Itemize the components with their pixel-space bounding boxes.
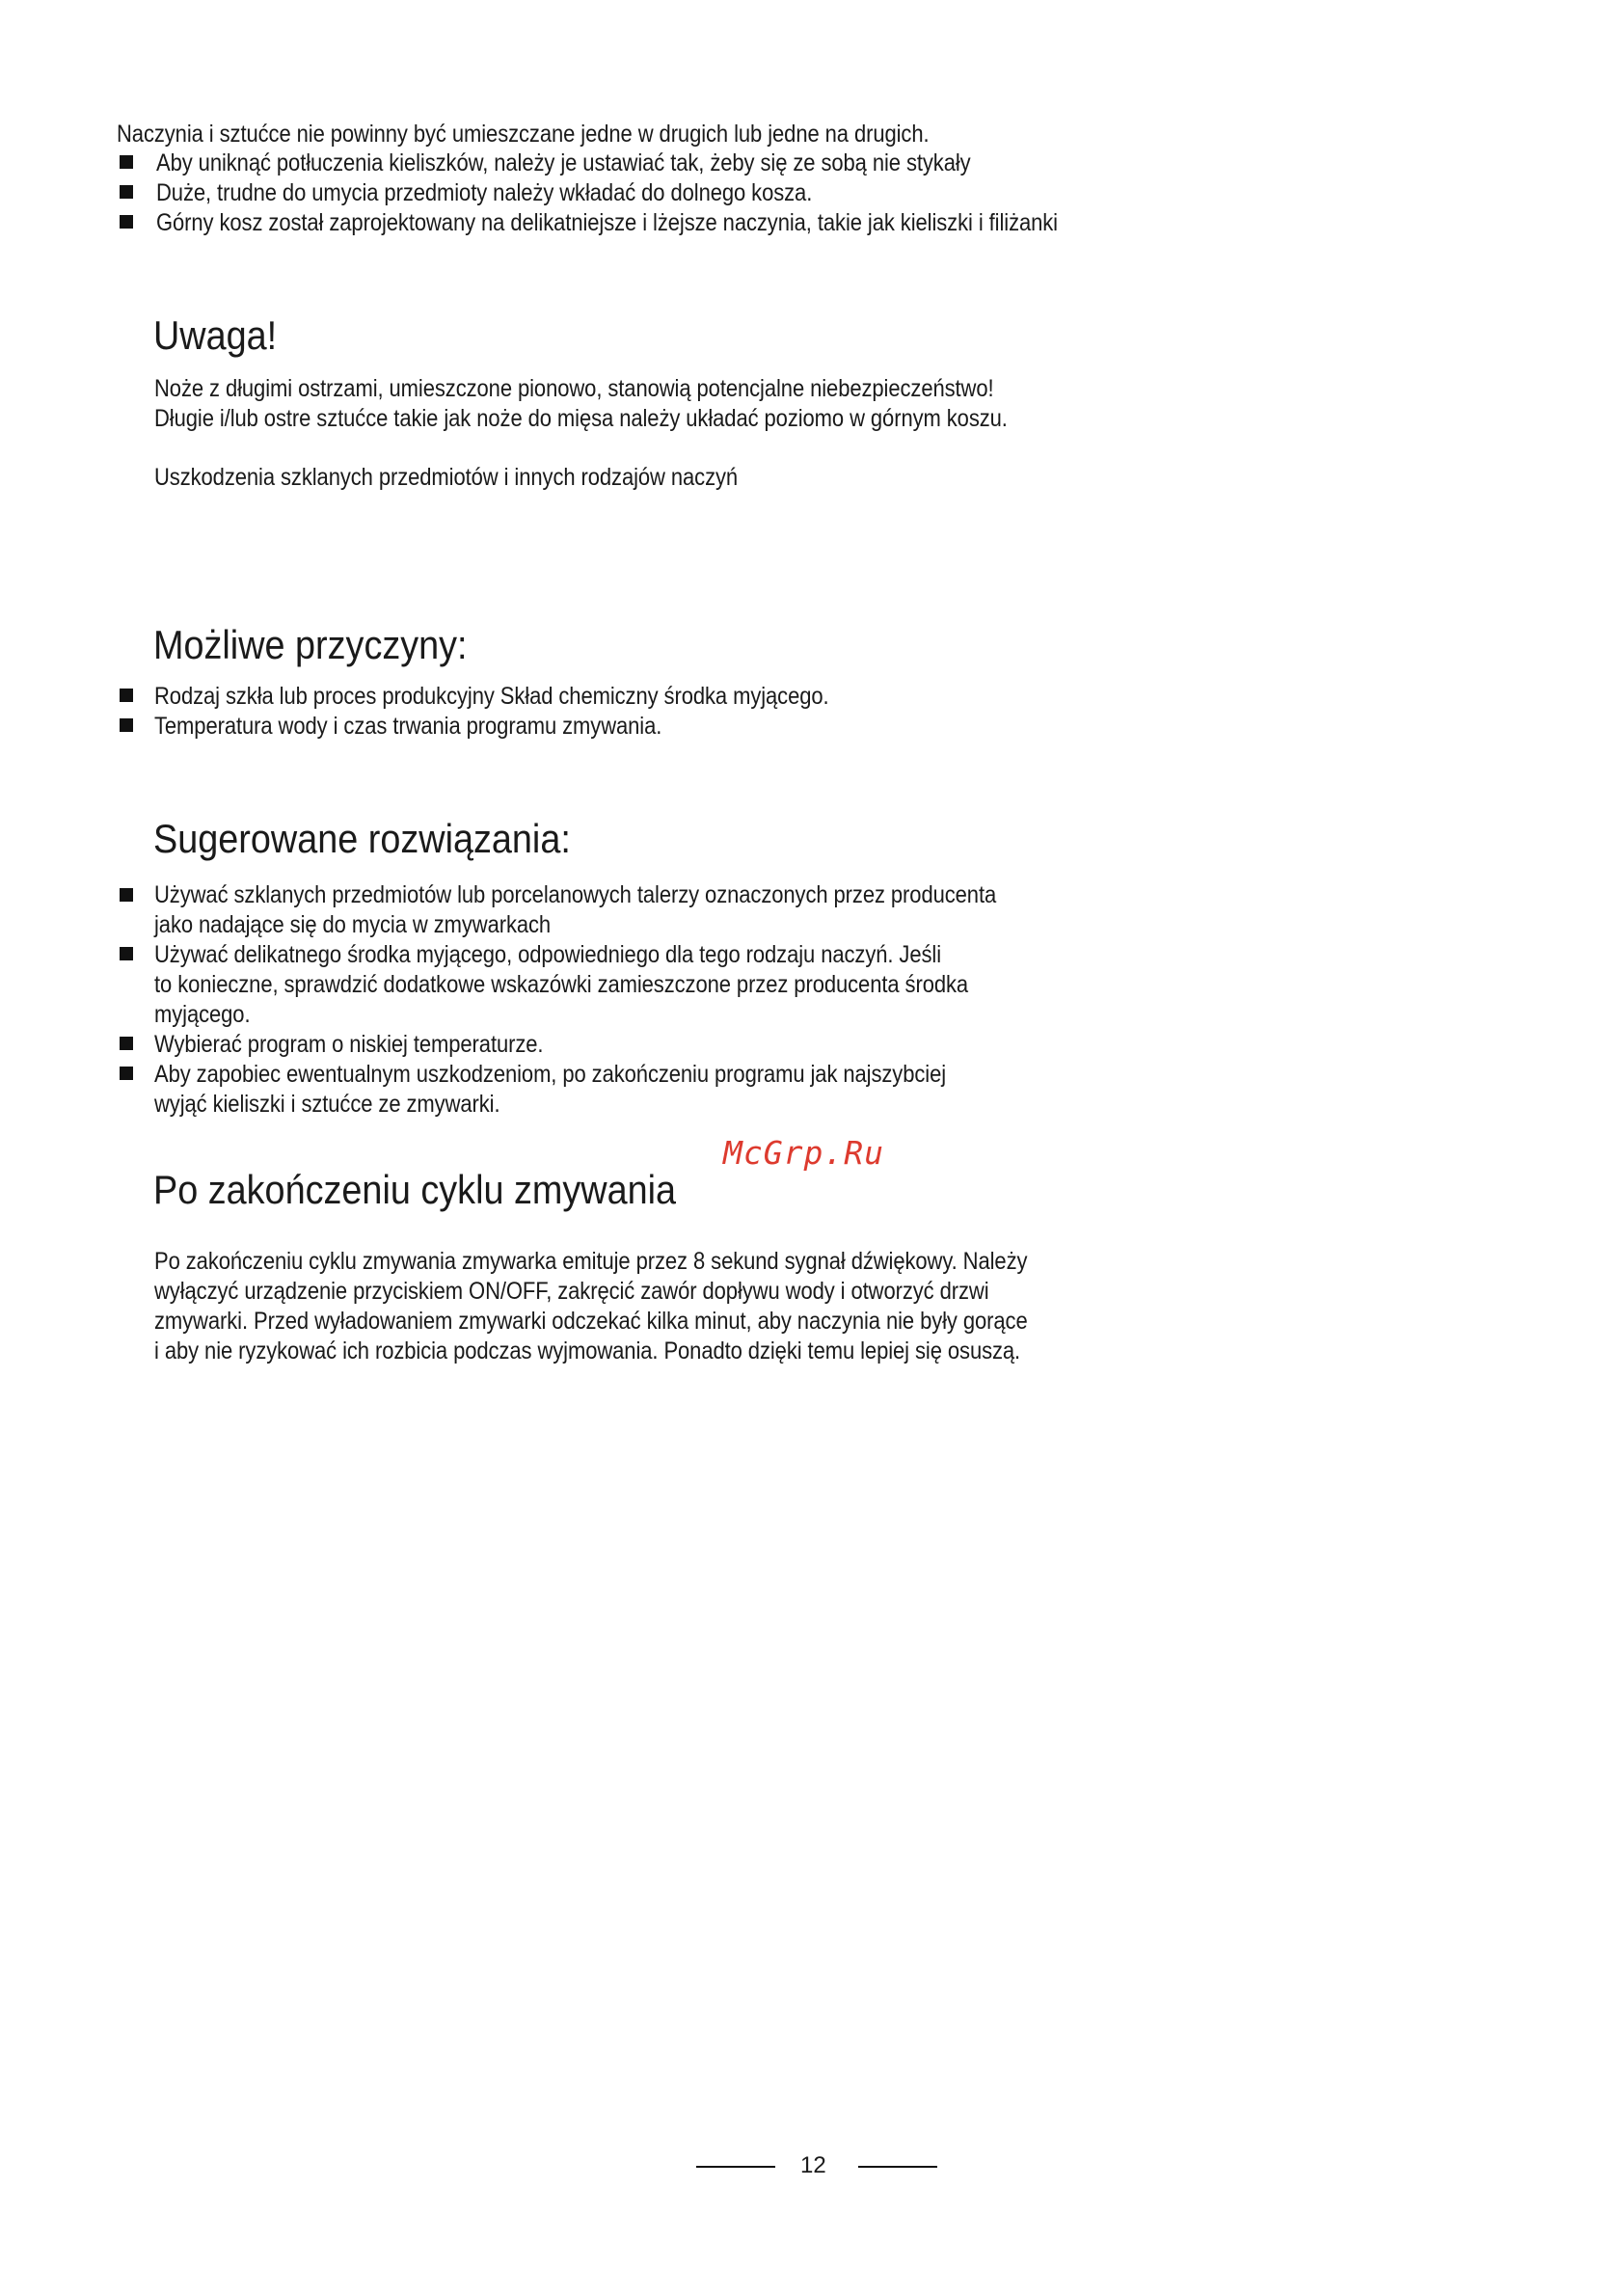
uwaga-subline: Uszkodzenia szklanych przedmiotów i innych rodzajów naczyń [154, 464, 739, 491]
intro-bullet-3: Górny kosz został zaprojektowany na delikatniejsze i lżejsze naczynia, takie jak kieliszki i filiżanki [156, 209, 1058, 236]
intro-text: Naczynia i sztućce nie powinny być umieszczane jedne w drugich lub jedne na drugich. [117, 121, 930, 148]
rozwiazania-heading: Sugerowane rozwiązania: [153, 816, 571, 861]
intro-bullet-2: Duże, trudne do umycia przedmioty należy wkładać do dolnego kosza. [156, 179, 813, 206]
koniec-line-3: zmywarki. Przed wyładowaniem zmywarki odczekać kilka minut, aby naczynia nie były gorące [154, 1308, 1028, 1335]
koniec-heading: Po zakończeniu cyklu zmywania [153, 1167, 677, 1212]
uwaga-line-1: Noże z długimi ostrzami, umieszczone pionowo, stanowią potencjalne niebezpieczeństwo! [154, 375, 994, 402]
rozwiazania-bullet-3: Wybierać program o niskiej temperaturze. [154, 1031, 544, 1058]
przyczyny-bullet-1: Rodzaj szkła lub proces produkcyjny Skład chemiczny środka myjącego. [154, 683, 829, 710]
intro-bullet-1: Aby uniknąć potłuczenia kieliszków, należy je ustawiać tak, żeby się ze sobą nie stykały [156, 149, 971, 176]
bullet-square-icon [120, 215, 133, 229]
rozwiazania-bullet-4-line-2: wyjąć kieliszki i sztućce ze zmywarki. [154, 1091, 500, 1118]
przyczyny-heading: Możliwe przyczyny: [153, 622, 468, 667]
koniec-line-4: i aby nie ryzykować ich rozbicia podczas wyjmowania. Ponadto dzięki temu lepiej się osuszą. [154, 1337, 1021, 1364]
rozwiazania-bullet-2-line-1: Używać delikatnego środka myjącego, odpowiedniego dla tego rodzaju naczyń. Jeśli [154, 941, 942, 968]
footer-rule-right [858, 2166, 937, 2168]
rozwiazania-bullet-2-line-2: to konieczne, sprawdzić dodatkowe wskazówki zamieszczone przez producenta środka [154, 971, 969, 998]
rozwiazania-bullet-1-line-2: jako nadające się do mycia w zmywarkach [154, 911, 552, 938]
bullet-square-icon [120, 888, 133, 902]
bullet-square-icon [120, 689, 133, 702]
rozwiazania-bullet-1-line-1: Używać szklanych przedmiotów lub porcelanowych talerzy oznaczonych przez producenta [154, 881, 997, 908]
bullet-square-icon [120, 1067, 133, 1080]
bullet-square-icon [120, 718, 133, 732]
rozwiazania-bullet-4-line-1: Aby zapobiec ewentualnym uszkodzeniom, po zakończeniu programu jak najszybciej [154, 1061, 947, 1088]
przyczyny-bullet-2: Temperatura wody i czas trwania programu zmywania. [154, 713, 662, 740]
footer-rule-left [696, 2166, 775, 2168]
uwaga-heading: Uwaga! [153, 312, 278, 358]
rozwiazania-bullet-2-line-3: myjącego. [154, 1001, 251, 1028]
koniec-line-2: wyłączyć urządzenie przyciskiem ON/OFF, zakręcić zawór dopływu wody i otworzyć drzwi [154, 1278, 989, 1305]
bullet-square-icon [120, 1037, 133, 1050]
watermark-logo: McGrp.Ru [723, 1134, 884, 1172]
bullet-square-icon [120, 155, 133, 169]
uwaga-line-2: Długie i/lub ostre sztućce takie jak noże do mięsa należy układać poziomo w górnym koszu. [154, 405, 1008, 432]
koniec-line-1: Po zakończeniu cyklu zmywania zmywarka emituje przez 8 sekund sygnał dźwiękowy. Należy [154, 1248, 1028, 1275]
page-number: 12 [800, 2152, 826, 2178]
bullet-square-icon [120, 947, 133, 960]
bullet-square-icon [120, 185, 133, 199]
